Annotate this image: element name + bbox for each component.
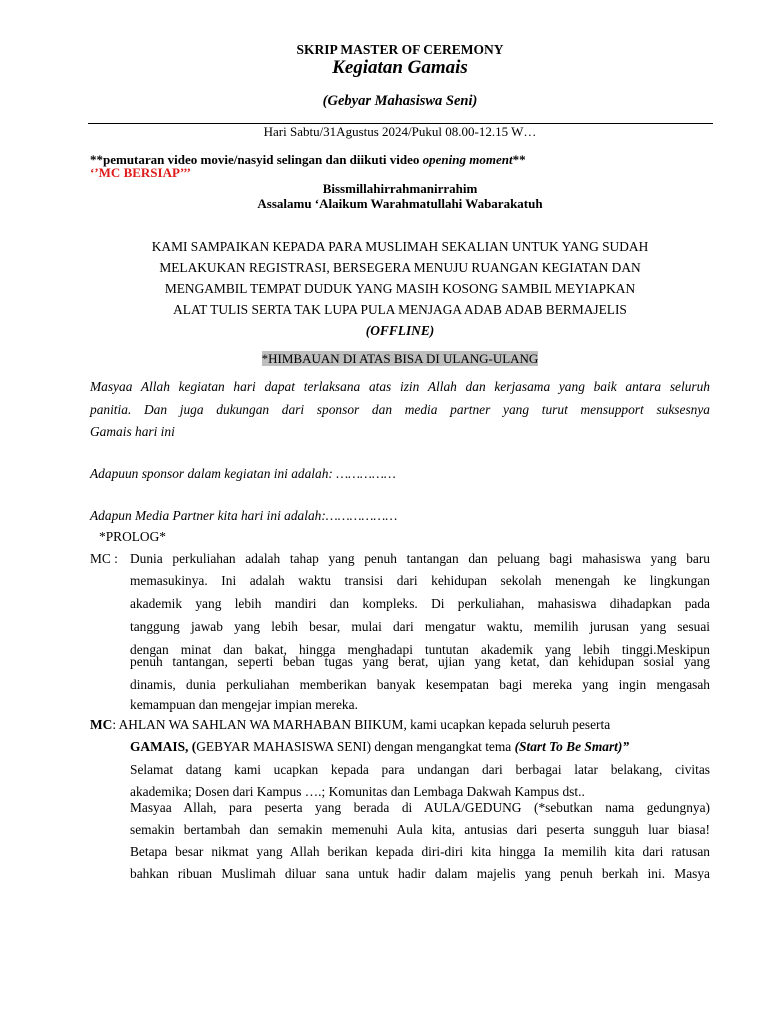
welcome-line: Selamat datang kami ucapkan kepada para undangan dari berbagai latar belakang, civitas bbox=[130, 762, 710, 777]
gratitude-line: panitia. Dan juga dukungan dari sponsor dan media partner yang turut mensupport suksesnya bbox=[90, 402, 710, 417]
announcement-line: MELAKUKAN REGISTRASI, BERSEGERA MENUJU RUANGAN KEGIATAN DAN bbox=[159, 260, 641, 275]
prolog-heading: *PROLOG* bbox=[99, 529, 166, 544]
video-note: **pemutaran video movie/nasyid selingan dan diikuti video opening moment** bbox=[90, 152, 526, 167]
bismillah: Bissmillahirrahmanirrahim bbox=[322, 181, 478, 196]
gratitude-line: Masyaa Allah kegiatan hari dapat terlaksana atas izin Allah dan kerjasama yang baik antara seluruh bbox=[90, 379, 710, 394]
prolog-line: memasukinya. Ini adalah waktu transisi dari kehidupan sekolah menengah ke lingkungan bbox=[130, 573, 710, 588]
welcome-line: akademika; Dosen dari Kampus ….; Komunitas dan Lembaga Dakwah Kampus dst.. bbox=[130, 784, 585, 799]
welcome-line: Masyaa Allah, para peserta yang berada di AULA/GEDUNG (*sebutkan nama gedungnya) bbox=[130, 800, 710, 815]
prolog-line: akademik yang lebih mandiri dan kompleks. Di perkuliahan, mahasiswa dihadapkan pada bbox=[130, 596, 710, 611]
salam: Assalamu ‘Alaikum Warahmatullahi Wabarakatuh bbox=[257, 196, 543, 211]
event-name: (Gebyar Mahasiswa Seni) bbox=[322, 93, 478, 109]
date-line: Hari Sabtu/31Agustus 2024/Pukul 08.00-12.15 W… bbox=[263, 124, 537, 139]
announcement-line: KAMI SAMPAIKAN KEPADA PARA MUSLIMAH SEKALIAN UNTUK YANG SUDAH bbox=[151, 239, 649, 254]
welcome-line-1: MC: AHLAN WA SAHLAN WA MARHABAN BIIKUM, kami ucapkan kepada seluruh peserta bbox=[90, 717, 611, 732]
welcome-line-2: GAMAIS, (GEBYAR MAHASISWA SENI) dengan mengangkat tema (Start To Be Smart)” bbox=[130, 739, 630, 754]
mc-ready-cue: ‘’MC BERSIAP’’’ bbox=[90, 165, 191, 180]
prolog-line: dengan minat dan bakat, hingga menghadapi tuntutan akademik yang lebih tinggi.Meskipun bbox=[130, 642, 710, 657]
repeat-note-wrap bbox=[0, 351, 768, 367]
prolog-line: dinamis, dunia perkuliahan memberikan banyak kesempatan bagi mereka yang ingin mengasah bbox=[130, 677, 710, 692]
document-title: SKRIP MASTER OF CEREMONY bbox=[296, 42, 504, 57]
sponsor-line: Adapuun sponsor dalam kegiatan ini adalah: …………… bbox=[90, 466, 396, 481]
gratitude-line: Gamais hari ini bbox=[90, 424, 175, 439]
welcome-line: semakin bertambah dan semakin memenuhi Aula kita, antusias dari peserta sungguh luar biasa! bbox=[130, 822, 710, 837]
mc-label: MC : bbox=[90, 551, 118, 566]
announcement-line: ALAT TULIS SERTA TAK LUPA PULA MENJAGA ADAB ADAB BERMAJELIS bbox=[173, 302, 627, 317]
prolog-line: kemampuan dan mengejar impian mereka. bbox=[130, 697, 358, 712]
prolog-line: Dunia perkuliahan adalah tahap yang penuh tantangan dan peluang bagi mahasiswa yang baru bbox=[130, 551, 710, 566]
prolog-line: penuh tantangan, seperti beban tugas yang berat, ujian yang ketat, dan kehidupan sosial yang bbox=[130, 654, 710, 669]
document-subtitle: Kegiatan Gamais bbox=[332, 57, 468, 78]
prolog-line: tanggung jawab yang lebih besar, mulai dari mengatur waktu, memilih jurusan yang sesuai bbox=[130, 619, 710, 634]
media-partner-line: Adapun Media Partner kita hari ini adalah:……………… bbox=[90, 508, 398, 523]
welcome-line: bahkan ribuan Muslimah diluar sana untuk hadir dalam majelis yang penuh berkah ini. Masya bbox=[130, 866, 710, 881]
repeat-note: *HIMBAUAN DI ATAS BISA DI ULANG-ULANG bbox=[261, 351, 539, 366]
announcement-line: MENGAMBIL TEMPAT DUDUK YANG MASIH KOSONG SAMBIL MEYIAPKAN bbox=[164, 281, 636, 296]
welcome-line: Betapa besar nikmat yang Allah berikan kepada diri-diri kita hingga Ia memilih kita dari ratusan bbox=[130, 844, 710, 859]
announcement-mode: (OFFLINE) bbox=[365, 323, 435, 338]
